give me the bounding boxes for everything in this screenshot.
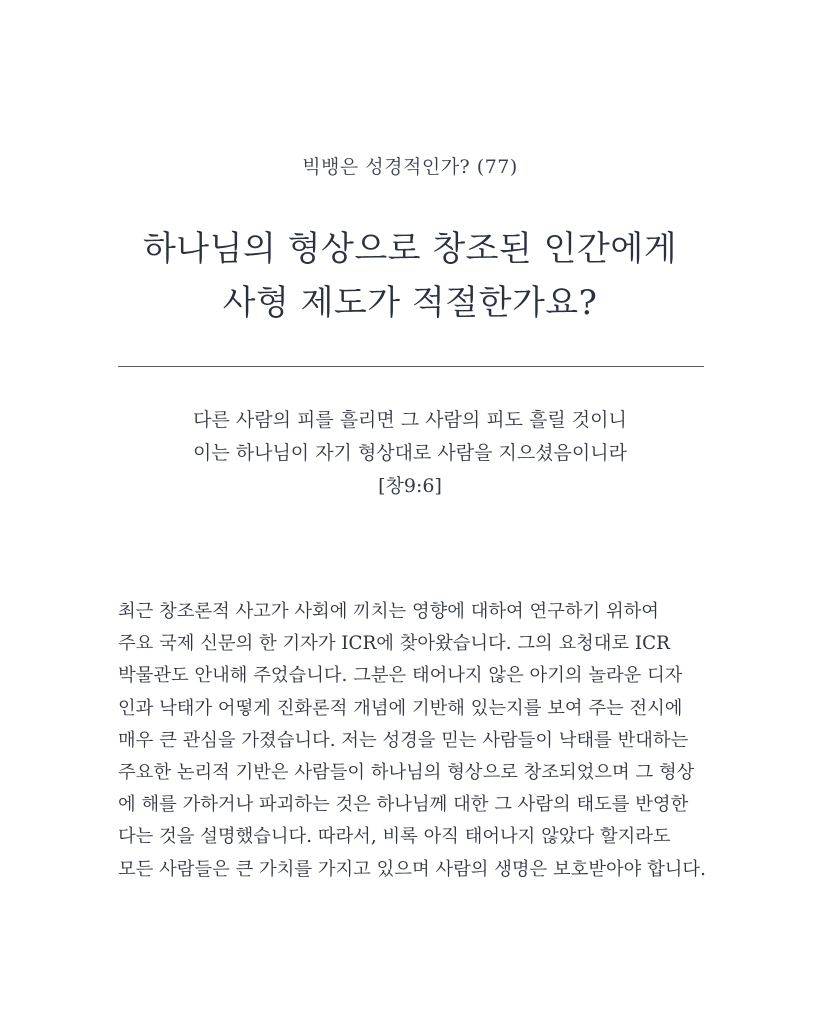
body-line: 에 해를 가하거나 파괴하는 것은 하나님께 대한 그 사람의 태도를 반영한	[118, 794, 689, 816]
scripture-line: 다른 사람의 피를 흘리면 그 사람의 피도 흘릴 것이니	[193, 409, 627, 431]
body-line: 주요한 논리적 기반은 사람들이 하나님의 형상으로 창조되었으며 그 형상	[118, 762, 695, 784]
body-line: 매우 큰 관심을 가졌습니다. 저는 성경을 믿는 사람들이 낙태를 반대하는	[118, 729, 689, 751]
section-divider	[118, 366, 704, 367]
body-line: 다는 것을 설명했습니다. 따라서, 비록 아직 태어나지 않았다 할지라도	[118, 826, 671, 848]
body-line: 인과 낙태가 어떻게 진화론적 개념에 기반해 있는지를 보여 주는 전시에	[118, 697, 683, 719]
scripture-quote	[0, 404, 820, 503]
page-title	[0, 222, 820, 330]
page-title-line: 사형 제도가 적절한가요?	[222, 283, 598, 323]
series-title: 빅뱅은 성경적인가? (77)	[302, 156, 518, 178]
body-line: 주요 국제 신문의 한 기자가 ICR에 찾아왔습니다. 그의 요청대로 ICR	[118, 633, 670, 655]
scripture-reference: [창9:6]	[378, 475, 442, 497]
body-line: 모든 사람들은 큰 가치를 가지고 있으며 사람의 생명은 보호받아야 합니다.	[118, 858, 706, 880]
body-line: 박물관도 안내해 주었습니다. 그분은 태어나지 않은 아기의 놀라운 디자	[118, 665, 683, 687]
body-line: 최근 창조론적 사고가 사회에 끼치는 영향에 대하여 연구하기 위하여	[118, 601, 659, 622]
body-paragraph	[118, 596, 718, 886]
page-title-line: 하나님의 형상으로 창조된 인간에게	[142, 229, 678, 269]
scripture-line: 이는 하나님이 자기 형상대로 사람을 지으셨음이니라	[193, 442, 627, 464]
